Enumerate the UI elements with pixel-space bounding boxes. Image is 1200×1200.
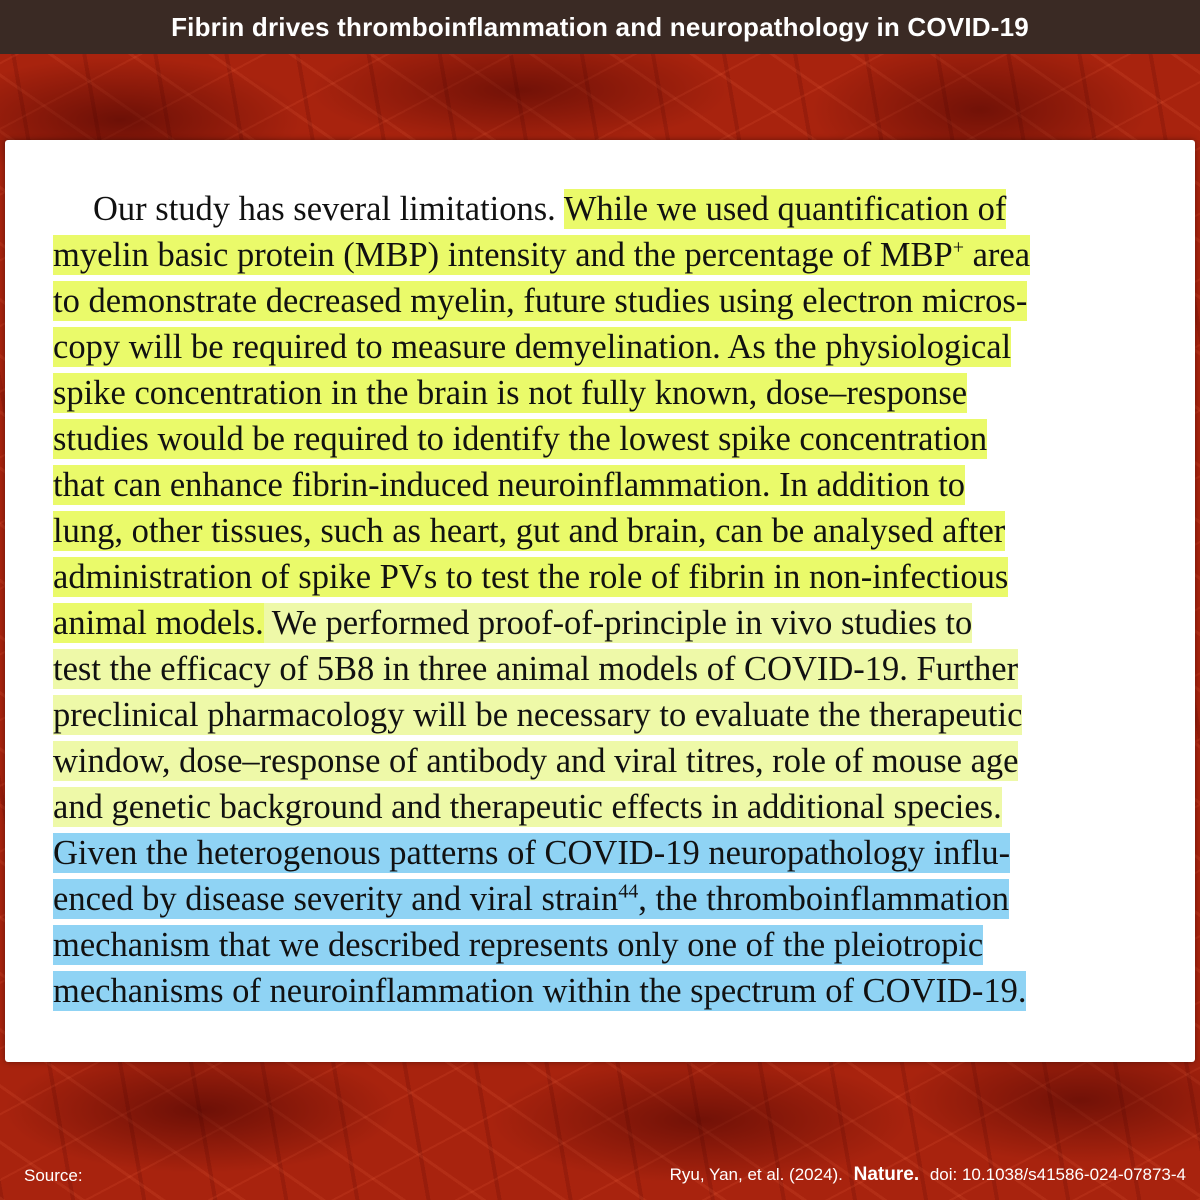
text-line bbox=[53, 232, 1153, 278]
text-segment: copy will be required to measure demyelination. As the physiological bbox=[53, 328, 1012, 366]
text-segment: studies would be required to identify the lowest spike concentration bbox=[53, 420, 988, 458]
text-line bbox=[53, 370, 1153, 416]
text-line bbox=[53, 554, 1153, 600]
citation-authors: Ryu, Yan, et al. (2024). bbox=[669, 1165, 843, 1184]
text-segment: window, dose–response of antibody and viral titres, role of mouse age bbox=[53, 742, 1019, 780]
text-segment: preclinical pharmacology will be necessary to evaluate the therapeutic bbox=[53, 696, 1023, 734]
text-line bbox=[53, 968, 1153, 1014]
text-segment: that can enhance fibrin-induced neuroinflammation. In addition to bbox=[53, 466, 966, 504]
text-segment: We performed proof-of-principle in vivo studies to bbox=[263, 604, 973, 642]
text-line bbox=[53, 278, 1153, 324]
text-line bbox=[53, 784, 1153, 830]
text-segment: to demonstrate decreased myelin, future studies using electron micros- bbox=[53, 282, 1028, 320]
text-line bbox=[53, 922, 1153, 968]
text-line bbox=[53, 186, 1153, 232]
text-segment: spike concentration in the brain is not fully known, dose–response bbox=[53, 374, 968, 412]
page-title: Fibrin drives thromboinflammation and neuropathology in COVID-19 bbox=[171, 11, 1029, 42]
text-line bbox=[53, 646, 1153, 692]
text-segment: Our study has several limitations. bbox=[93, 190, 564, 228]
text-segment: enced by disease severity and viral strain$^{44}$, the thromboinflammation bbox=[53, 880, 1010, 918]
text-segment: and genetic background and therapeutic effects in additional species. bbox=[53, 788, 1002, 826]
text-line bbox=[53, 600, 1153, 646]
citation-journal: Nature. bbox=[853, 1164, 920, 1185]
text-segment: While we used quantification of bbox=[563, 190, 1007, 228]
text-segment: animal models. bbox=[53, 604, 264, 642]
text-line bbox=[53, 738, 1153, 784]
text-line bbox=[53, 830, 1153, 876]
source-label: Source: bbox=[24, 1166, 83, 1185]
text-segment: myelin basic protein (MBP) intensity and the percentage of MBP+ area bbox=[53, 236, 1031, 274]
citation-doi: doi: 10.1038/s41586-024-07873-4 bbox=[929, 1165, 1186, 1184]
text-line bbox=[53, 416, 1153, 462]
text-segment: lung, other tissues, such as heart, gut and brain, can be analysed after bbox=[53, 512, 1006, 550]
text-line bbox=[53, 508, 1153, 554]
text-line bbox=[53, 324, 1153, 370]
text-segment: mechanisms of neuroinflammation within the spectrum of COVID-19. bbox=[53, 972, 1027, 1010]
text-segment: Given the heterogenous patterns of COVID-19 neuropathology influ- bbox=[53, 834, 1011, 872]
text-segment-tail: , the thromboinflammation bbox=[638, 880, 1010, 918]
text-line bbox=[53, 876, 1153, 922]
text-segment: test the efficacy of 5B8 in three animal models of COVID-19. Further bbox=[53, 650, 1019, 688]
superscript: + bbox=[952, 236, 964, 259]
text-segment: mechanism that we described represents only one of the pleiotropic bbox=[53, 926, 984, 964]
text-segment: administration of spike PVs to test the role of fibrin in non-infectious bbox=[53, 558, 1009, 596]
excerpt-card bbox=[5, 140, 1195, 1062]
superscript: 44 bbox=[618, 880, 639, 903]
text-segment-tail: area bbox=[963, 236, 1031, 274]
excerpt-text bbox=[53, 186, 1153, 1014]
text-line bbox=[53, 692, 1153, 738]
title-bar bbox=[0, 0, 1200, 54]
citation bbox=[670, 1164, 1186, 1186]
text-line bbox=[53, 462, 1153, 508]
